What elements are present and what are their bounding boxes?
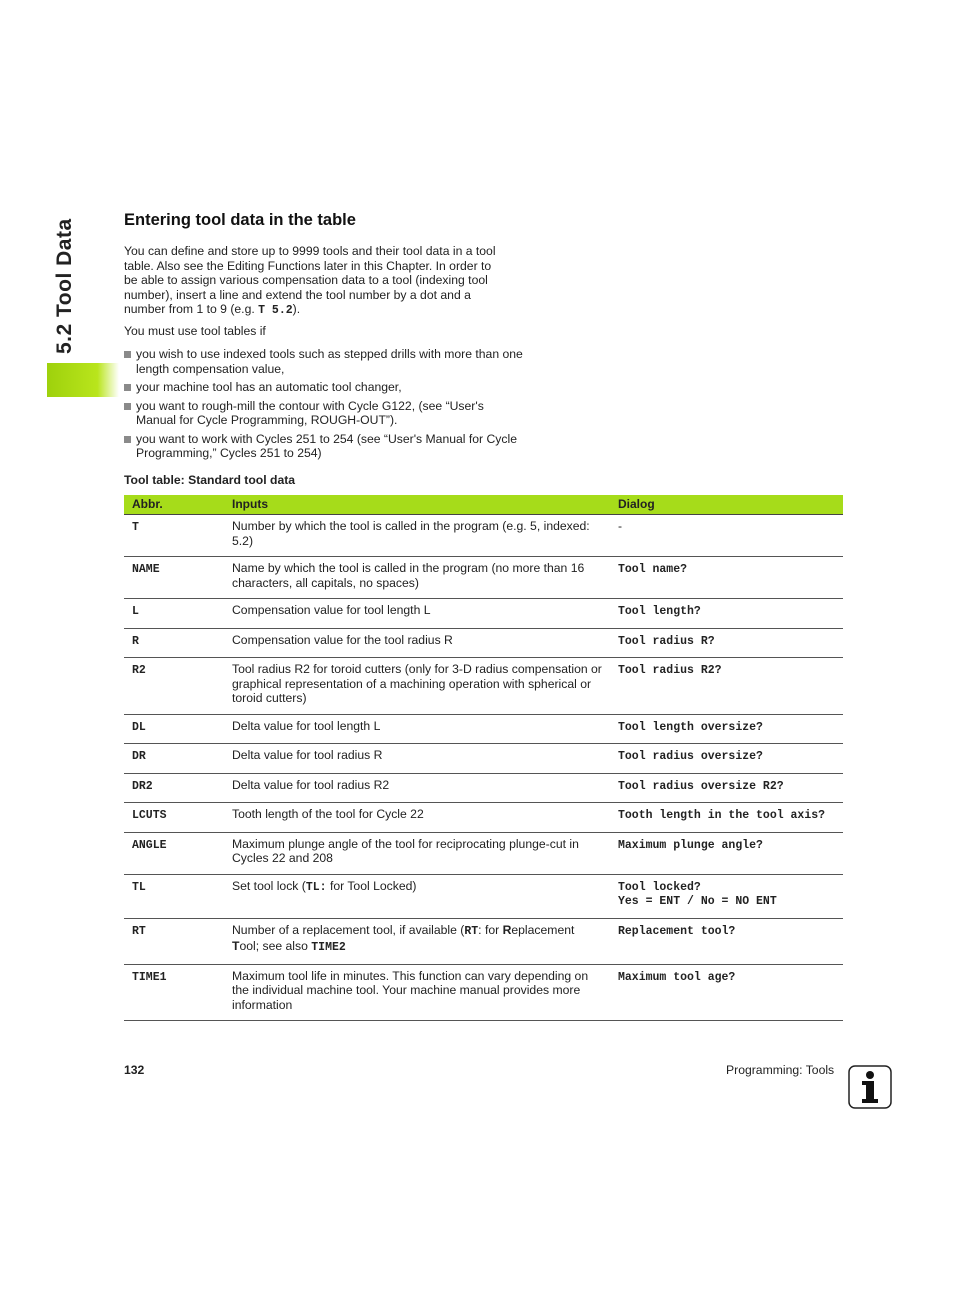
table-caption: Tool table: Standard tool data (124, 473, 296, 487)
list-item: your machine tool has an automatic tool changer, (124, 380, 524, 395)
list-item: you want to rough-mill the contour with Cycle G122, (see “User's Manual for Cycle Programming, ROUGH-OUT”). (124, 399, 524, 428)
intro-text-after: ). (292, 302, 301, 316)
cell-abbr: DL (124, 714, 224, 744)
intro-paragraph (124, 244, 508, 319)
table-row (124, 515, 843, 557)
cell-abbr: T (124, 515, 224, 557)
cell-dialog: Maximum plunge angle? (610, 832, 843, 874)
table-row (124, 832, 843, 874)
cell-abbr: DR (124, 744, 224, 774)
list-item: you want to work with Cycles 251 to 254 (see “User's Manual for Cycle Programming,” Cycles 251 to 254) (124, 432, 524, 461)
cell-abbr: LCUTS (124, 803, 224, 833)
cell-abbr: TL (124, 874, 224, 918)
cell-inputs: Number of a replacement tool, if available (RT: for Replacement Tool; see also TIME2 (224, 918, 610, 964)
intro-code: T 5.2 (258, 304, 293, 317)
table-row (124, 964, 843, 1021)
cell-abbr: L (124, 599, 224, 629)
cell-dialog: Tool length oversize? (610, 714, 843, 744)
cell-inputs: Compensation value for tool length L (224, 599, 610, 629)
must-use-paragraph: You must use tool tables if (124, 324, 266, 338)
table-row (124, 803, 843, 833)
cell-abbr: NAME (124, 557, 224, 599)
cell-inputs: Set tool lock (TL: for Tool Locked) (224, 874, 610, 918)
cell-dialog: Tool radius R2? (610, 658, 843, 715)
cell-inputs: Maximum plunge angle of the tool for reciprocating plunge-cut in Cycles 22 and 208 (224, 832, 610, 874)
conditions-list (124, 347, 524, 465)
table-row (124, 628, 843, 658)
cell-dialog: Tool name? (610, 557, 843, 599)
header-dialog: Dialog (610, 495, 843, 515)
bullet-square-icon (124, 436, 131, 443)
header-abbr: Abbr. (124, 495, 224, 515)
table-row (124, 744, 843, 774)
cell-abbr: RT (124, 918, 224, 964)
header-inputs: Inputs (224, 495, 610, 515)
table-row (124, 874, 843, 918)
cell-inputs: Compensation value for the tool radius R (224, 628, 610, 658)
cell-inputs: Delta value for tool radius R (224, 744, 610, 774)
table-row (124, 599, 843, 629)
cell-inputs: Maximum tool life in minutes. This function can vary depending on the individual machine tool. Your machine manual provides more information (224, 964, 610, 1021)
cell-inputs: Tool radius R2 for toroid cutters (only for 3-D radius compensation or graphical representation of a machining operation with spherical or toroid cutters) (224, 658, 610, 715)
bullet-square-icon (124, 351, 131, 358)
section-heading: Entering tool data in the table (124, 211, 356, 229)
info-icon (848, 1065, 892, 1109)
cell-abbr: R2 (124, 658, 224, 715)
cell-abbr: DR2 (124, 773, 224, 803)
cell-inputs: Delta value for tool radius R2 (224, 773, 610, 803)
bullet-square-icon (124, 384, 131, 391)
section-title-vertical: 5.2 Tool Data (53, 218, 76, 354)
cell-dialog: Maximum tool age? (610, 964, 843, 1021)
cell-abbr: R (124, 628, 224, 658)
cell-dialog: Tool radius oversize R2? (610, 773, 843, 803)
cell-inputs: Number by which the tool is called in the program (e.g. 5, indexed: 5.2) (224, 515, 610, 557)
cell-dialog: Tool radius R? (610, 628, 843, 658)
cell-dialog: Tool length? (610, 599, 843, 629)
cell-abbr: ANGLE (124, 832, 224, 874)
intro-text-before: You can define and store up to 9999 tools and their tool data in a tool table. Also see the Editing Functions later in this Chapter. In order to be able to assign various compensation data to a tool (indexing tool number), insert a line and extend the tool number by a dot and a number from 1 to 9 (e.g. (124, 244, 496, 316)
cell-dialog: - (610, 515, 843, 557)
table-row (124, 918, 843, 964)
table-row (124, 714, 843, 744)
cell-abbr: TIME1 (124, 964, 224, 1021)
cell-dialog: Tooth length in the tool axis? (610, 803, 843, 833)
table-row (124, 773, 843, 803)
cell-inputs: Name by which the tool is called in the program (no more than 16 characters, all capitals, no spaces) (224, 557, 610, 599)
cell-dialog: Replacement tool? (610, 918, 843, 964)
tool-data-table (124, 495, 843, 1021)
cell-inputs: Delta value for tool length L (224, 714, 610, 744)
section-tab-marker (47, 363, 119, 397)
table-header-row (124, 495, 843, 515)
page-number: 132 (124, 1063, 145, 1077)
bullet-square-icon (124, 403, 131, 410)
table-row (124, 557, 843, 599)
chapter-name: Programming: Tools (726, 1063, 835, 1077)
cell-dialog: Tool radius oversize? (610, 744, 843, 774)
cell-inputs: Tooth length of the tool for Cycle 22 (224, 803, 610, 833)
list-item: you wish to use indexed tools such as stepped drills with more than one length compensation value, (124, 347, 524, 376)
cell-dialog: Tool locked? Yes = ENT / No = NO ENT (610, 874, 843, 918)
table-row (124, 658, 843, 715)
